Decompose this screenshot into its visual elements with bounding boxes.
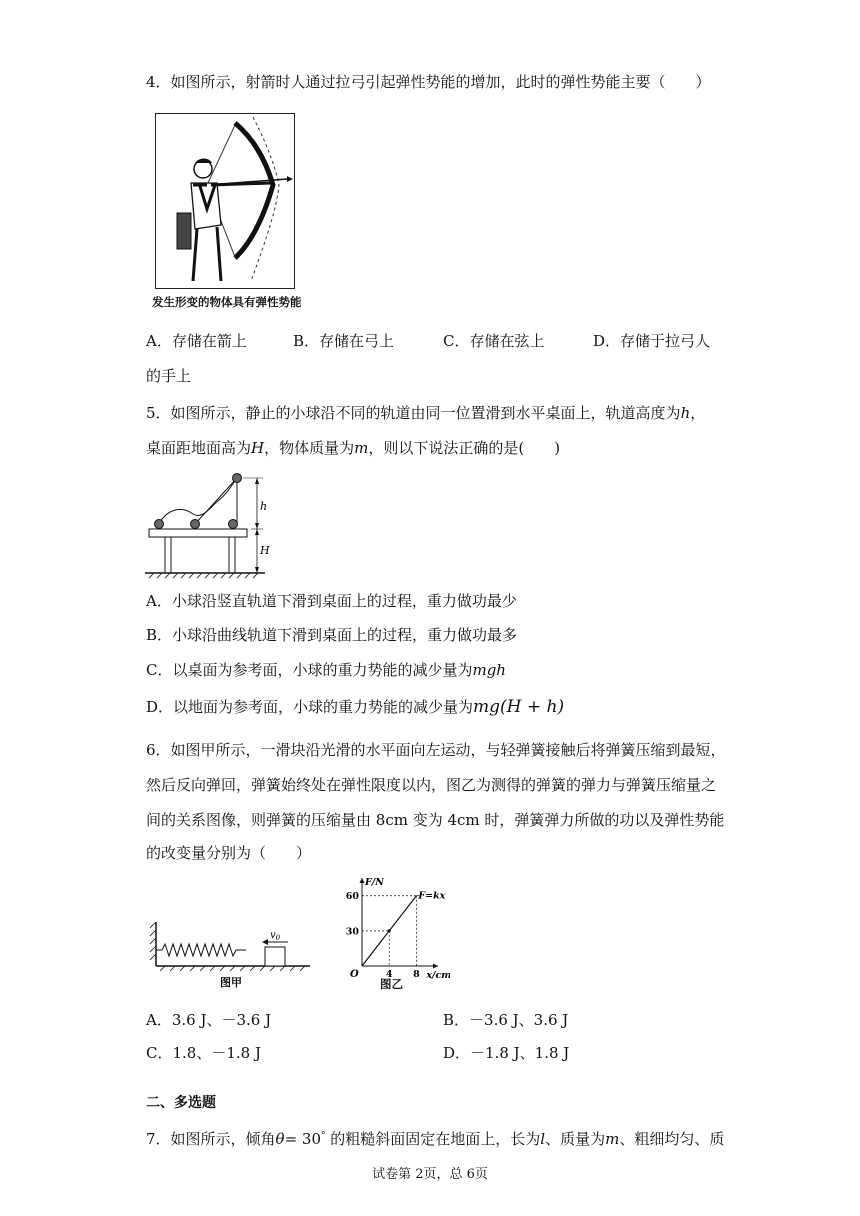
q6-stem-line4: 的改变量分别为（ ） (146, 844, 312, 862)
spring-figure-jia (150, 920, 315, 992)
q6-stem-line3: 间的关系图像，则弹簧的压缩量由 8cm 变为 4cm 时，弹簧弹力所做的功以及弹性势能 (146, 811, 725, 829)
force-compression-chart (340, 872, 450, 992)
q5-option-d: D．以地面为参考面，小球的重力势能的减少量为mg(H + h) (146, 697, 565, 717)
q4-option-d-cont: 的手上 (146, 367, 192, 385)
q6-option-a: A．3.6 J、－3.6 J (146, 1011, 272, 1029)
q6-option-d: D．－1.8 J、1.8 J (443, 1044, 570, 1062)
mg-H-plus-h-formula: mg(H + h) (473, 697, 565, 717)
section-title-multi-choice: 二、多选题 (146, 1095, 216, 1111)
chart-svg (340, 872, 450, 992)
x-axis-arrow (433, 964, 438, 969)
q4-option-b: B．存储在弓上 (293, 332, 395, 350)
q5-stem-line1: 5．如图所示，静止的小球沿不同的轨道由同一位置滑到水平桌面上，轨道高度为h， (146, 404, 706, 422)
q6-option-b: B．－3.6 J、3.6 J (443, 1011, 569, 1029)
archer-illustration (155, 113, 295, 289)
x-axis-label: x/cm (426, 970, 450, 981)
q5-option-b: B．小球沿曲线轨道下滑到桌面上的过程，重力做功最多 (146, 626, 518, 644)
y-axis-label: F/N (365, 877, 384, 888)
q6-stem-line2: 然后反向弹回，弹簧始终处在弹性限度以内，图乙为测得的弹簧的弹力与弹簧压缩量之 (146, 776, 717, 794)
height-H-label: H (260, 544, 270, 557)
q4-option-a: A．存储在箭上 (146, 332, 247, 350)
figure-jia-caption: 图甲 (220, 976, 242, 989)
x-tick-label: 4 (385, 969, 393, 980)
x-tick-label: 8 (413, 969, 420, 980)
figure-yi-caption: 图乙 (380, 977, 403, 991)
archery-figure (155, 113, 295, 289)
height-h-label: h (260, 500, 268, 513)
v0-label: $v_0$ (270, 930, 281, 942)
origin-label: O (350, 969, 359, 980)
q5-option-c: C．以桌面为参考面，小球的重力势能的减少量为mgh (146, 661, 506, 679)
q5-option-a: A．小球沿竖直轨道下滑到桌面上的过程，重力做功最少 (146, 592, 517, 610)
page-footer: 试卷第 2页，总 6页 (372, 1167, 488, 1182)
q4-stem: 4．如图所示，射箭时人通过拉弓引起弹性势能的增加，此时的弹性势能主要（ ） (146, 73, 711, 91)
q4-option-c: C．存储在弦上 (443, 332, 545, 350)
track-illustration (145, 472, 275, 582)
archery-caption: 发生形变的物体具有弹性势能 (152, 295, 302, 309)
q6-stem-line1: 6．如图甲所示，一滑块沿光滑的水平面向左运动，与轻弹簧接触后将弹簧压缩到最短， (146, 741, 726, 759)
q4-option-d: D．存储于拉弓人 (593, 332, 711, 350)
q7-stem-line1: 7．如图所示，倾角θ= 30° 的粗糙斜面固定在地面上，长为l、质量为m、粗细均匀、质 (146, 1130, 725, 1148)
q5-stem-line2: 桌面距地面高为H，物体质量为m，则以下说法正确的是( ) (146, 439, 561, 457)
q6-option-c: C．1.8、－1.8 J (146, 1044, 261, 1062)
y-axis-arrow (360, 878, 365, 883)
f-equals-kx-annotation: F=kx (418, 890, 446, 902)
spring-illustration (150, 920, 315, 992)
track-figure (145, 472, 275, 582)
data-point (388, 929, 391, 932)
y-tick-label: 30 (345, 926, 359, 938)
y-tick-label: 60 (345, 891, 359, 903)
